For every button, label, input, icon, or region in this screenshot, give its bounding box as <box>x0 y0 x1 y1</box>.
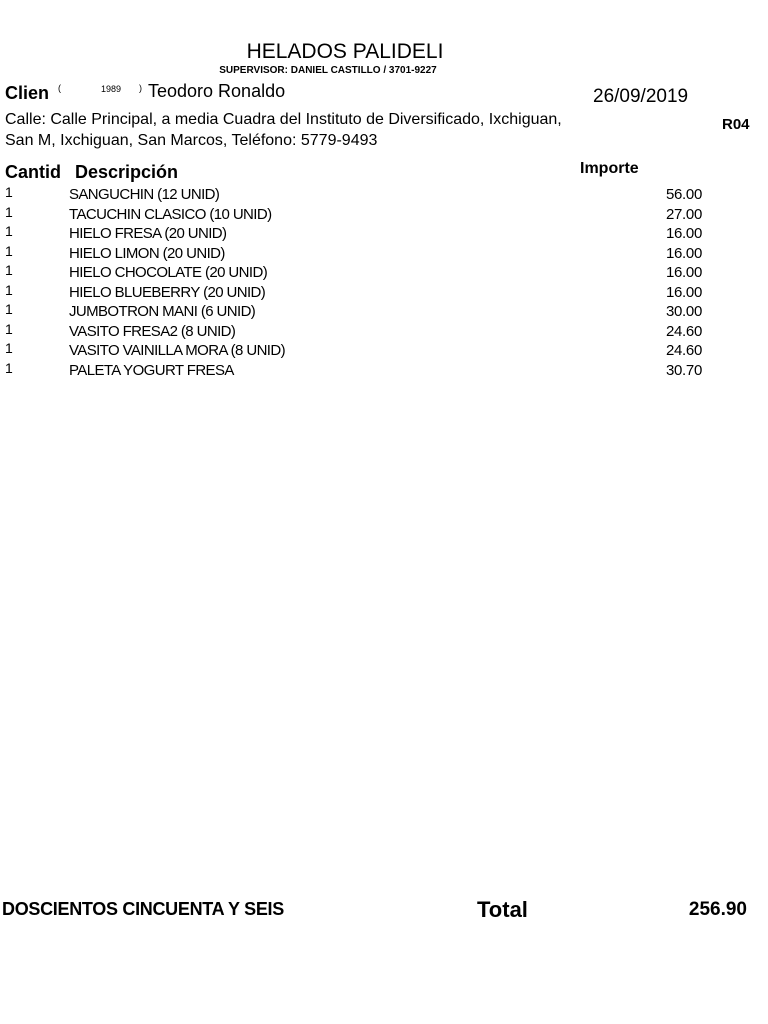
line-item <box>0 224 768 244</box>
item-description: HIELO BLUEBERRY (20 UNID) <box>69 283 266 301</box>
item-description: SANGUCHIN (12 UNID) <box>69 186 220 203</box>
item-description: TACUCHIN CLASICO (10 UNID) <box>69 205 272 223</box>
item-amount: 16.00 <box>665 264 702 281</box>
line-items <box>0 185 768 380</box>
total-in-words: DOSCIENTOS CINCUENTA Y SEIS <box>2 899 284 919</box>
line-item <box>0 361 768 381</box>
item-quantity: 1 <box>5 262 13 278</box>
line-item <box>0 185 768 205</box>
client-name: Teodoro Ronaldo <box>148 81 286 101</box>
company-name: HELADOS PALIDELI <box>246 40 444 63</box>
address-line-2: San M, Ixchiguan, San Marcos, Teléfono: 5779-9493 <box>5 132 378 149</box>
total-value: 256.90 <box>688 899 747 920</box>
item-amount: 16.00 <box>665 225 702 242</box>
column-header-quantity: Cantid <box>5 162 61 182</box>
supervisor-line: SUPERVISOR: DANIEL CASTILLO / 3701-9227 <box>219 65 437 76</box>
item-amount: 30.00 <box>665 303 702 320</box>
item-amount: 56.00 <box>665 186 702 203</box>
item-quantity: 1 <box>5 184 13 200</box>
item-description: PALETA YOGURT FRESA <box>69 361 234 379</box>
item-quantity: 1 <box>5 340 13 356</box>
route-code: R04 <box>722 116 750 133</box>
item-amount: 24.60 <box>665 322 702 340</box>
item-description: VASITO FRESA2 (8 UNID) <box>69 322 236 340</box>
item-quantity: 1 <box>5 242 13 259</box>
item-amount: 30.70 <box>665 361 702 379</box>
item-quantity: 1 <box>5 320 13 337</box>
invoice-date: 26/09/2019 <box>593 86 689 107</box>
line-item <box>0 263 768 283</box>
item-quantity: 1 <box>5 281 13 298</box>
item-description: VASITO VAINILLA MORA (8 UNID) <box>69 342 285 359</box>
item-quantity: 1 <box>5 223 13 239</box>
line-item <box>0 322 768 342</box>
item-amount: 16.00 <box>665 244 702 262</box>
line-item <box>0 244 768 264</box>
column-header-amount: Importe <box>580 160 639 177</box>
item-quantity: 1 <box>5 301 13 317</box>
item-quantity: 1 <box>5 203 13 220</box>
address-line-1: Calle: Calle Principal, a media Cuadra del Instituto de Diversificado, Ixchiguan, <box>5 111 562 128</box>
line-item <box>0 205 768 225</box>
line-item <box>0 283 768 303</box>
line-item <box>0 302 768 322</box>
item-amount: 16.00 <box>665 283 702 301</box>
client-code-paren-close: ) <box>139 83 142 93</box>
column-header-description: Descripción <box>75 162 179 182</box>
total-label: Total <box>477 897 528 922</box>
item-quantity: 1 <box>5 359 13 376</box>
client-label: Clien <box>5 83 50 103</box>
item-description: HIELO CHOCOLATE (20 UNID) <box>69 264 268 281</box>
client-code: 1989 <box>101 84 122 94</box>
item-description: HIELO LIMON (20 UNID) <box>69 244 225 262</box>
line-item <box>0 341 768 361</box>
item-description: JUMBOTRON MANI (6 UNID) <box>69 303 256 320</box>
client-code-paren-open: ( <box>58 83 61 93</box>
item-amount: 24.60 <box>665 342 702 359</box>
item-amount: 27.00 <box>665 205 702 223</box>
item-description: HIELO FRESA (20 UNID) <box>69 225 227 242</box>
